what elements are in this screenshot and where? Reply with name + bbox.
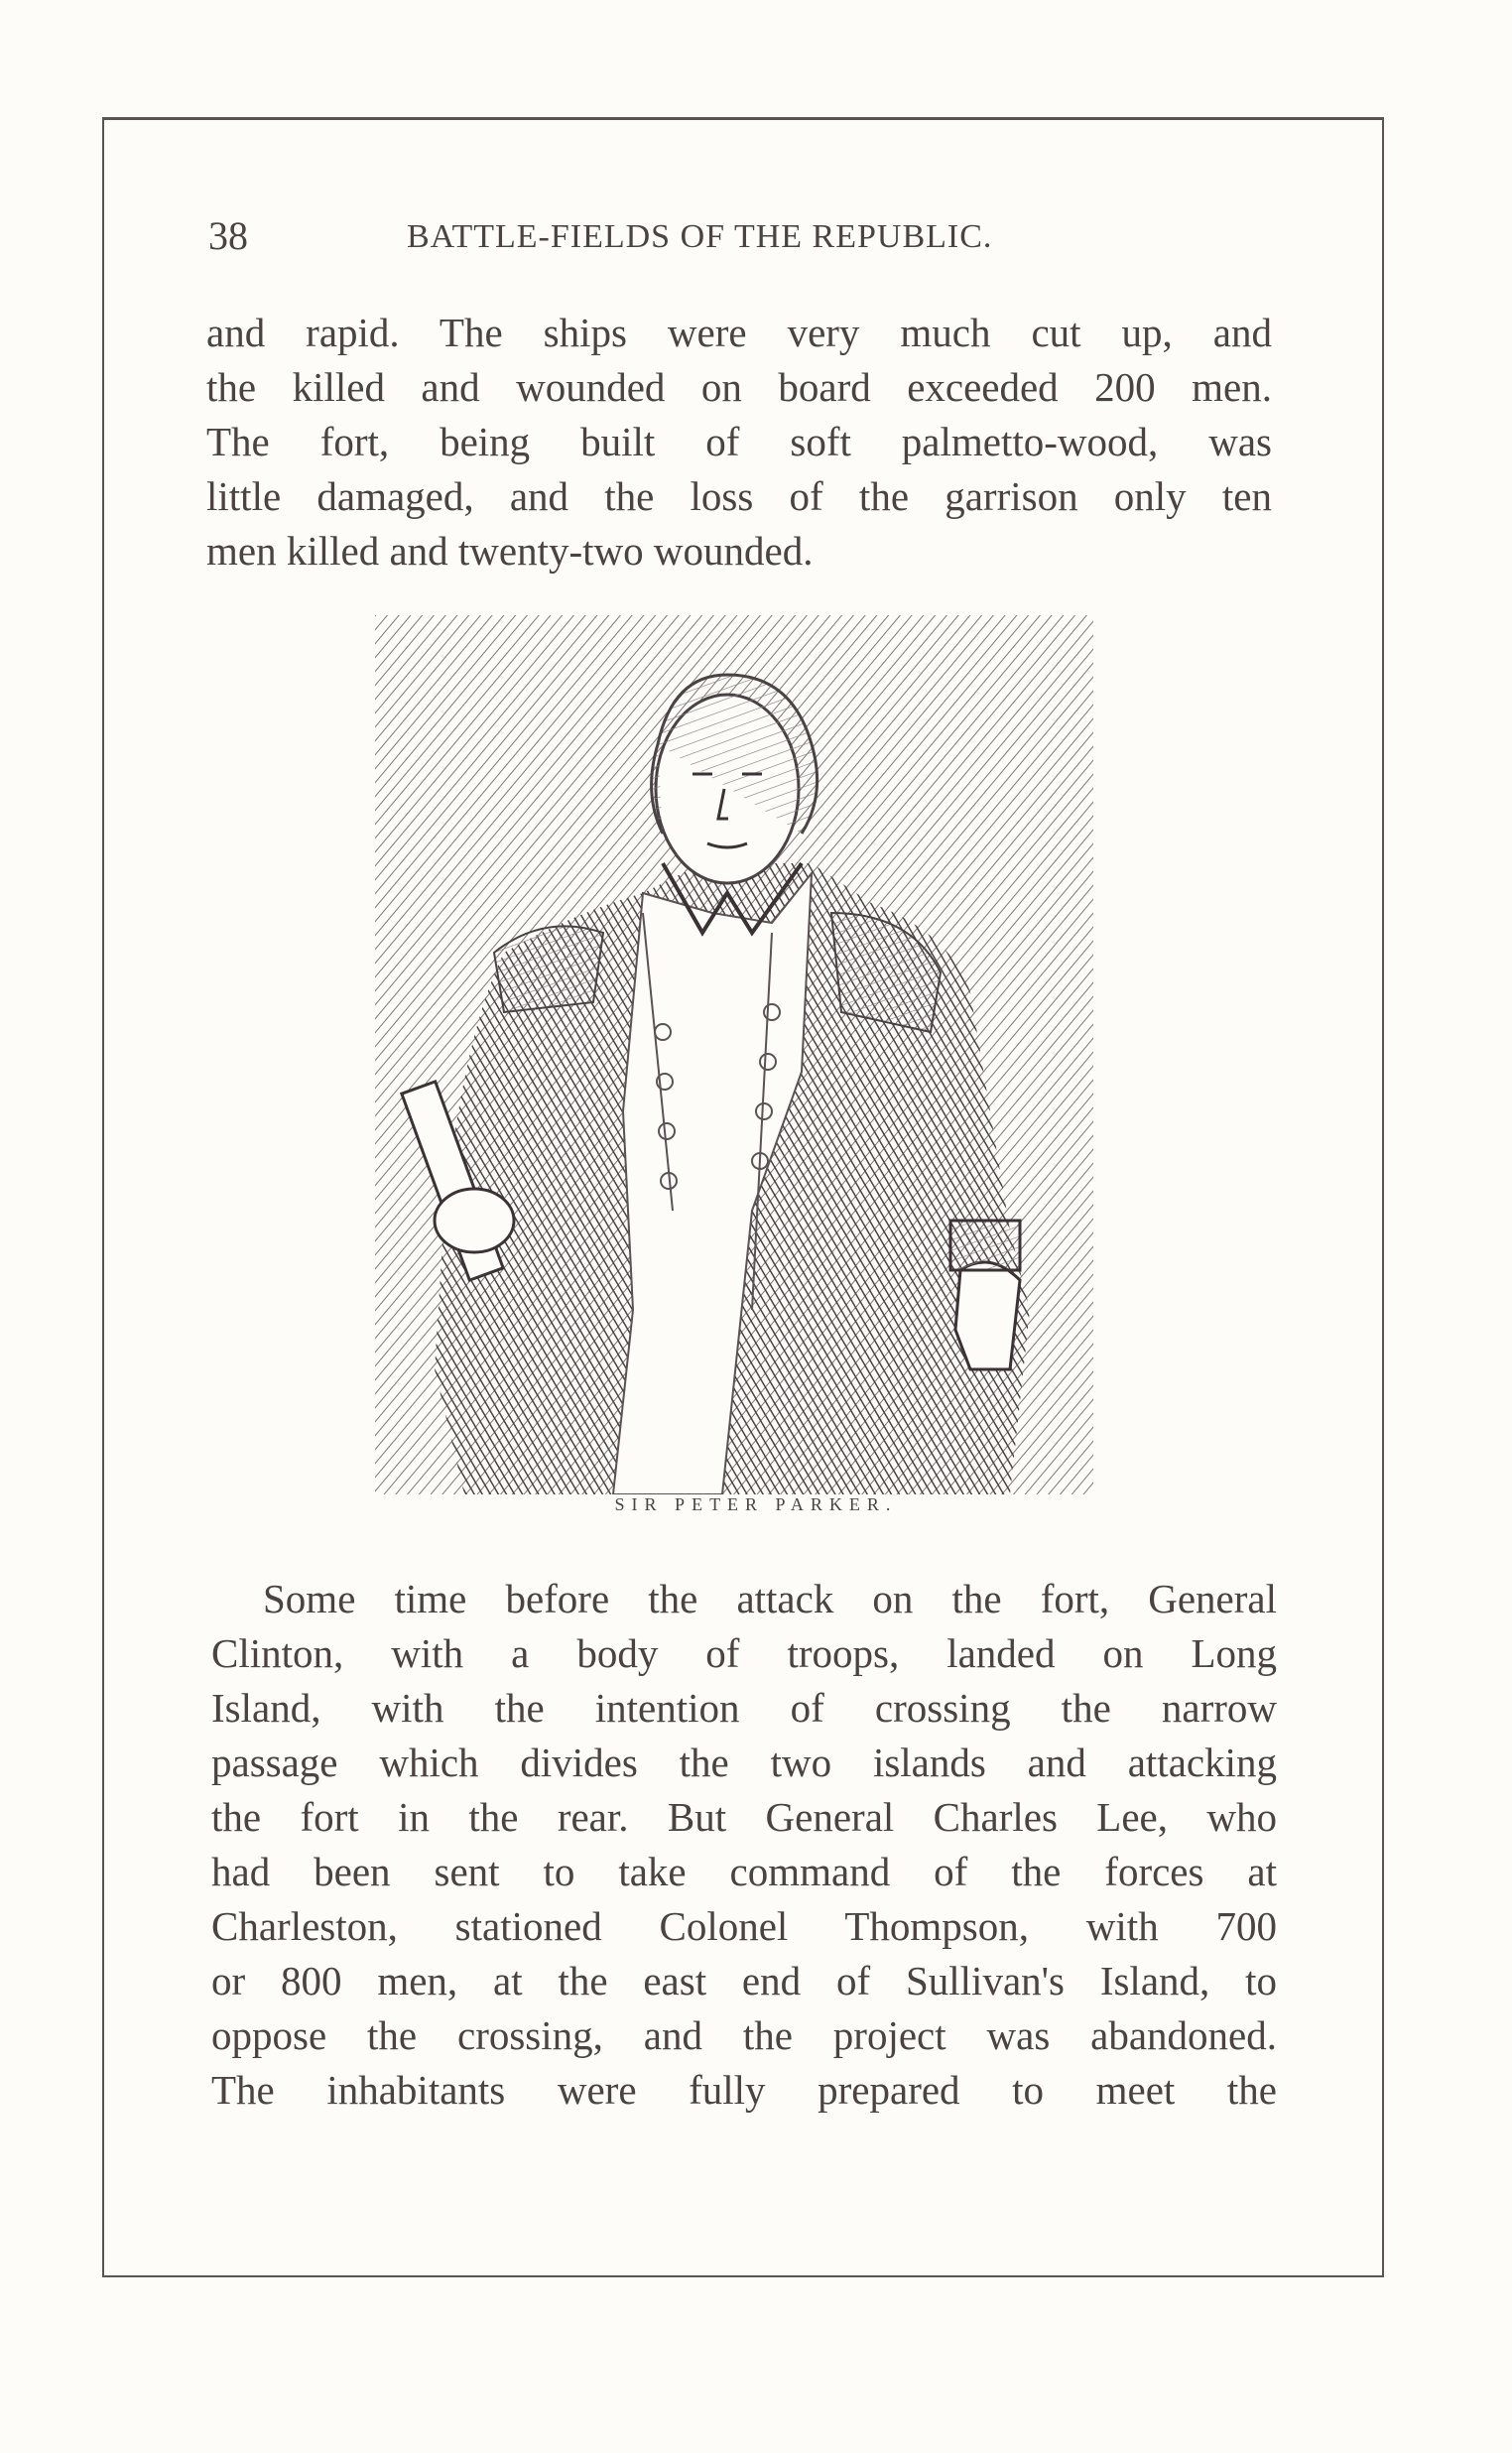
text-line: men killed and twenty-two wounded.: [206, 528, 814, 574]
text-line: had been sent to take command of the forces at: [211, 1849, 1277, 1894]
text-line: the fort in the rear. But General Charles Lee, who: [211, 1794, 1277, 1840]
page-number: 38: [208, 213, 248, 258]
illustration-caption: SIR PETER PARKER.: [614, 1494, 898, 1514]
text-line: or 800 men, at the east end of Sullivan's Island, to: [211, 1958, 1277, 2003]
paragraph-2: [211, 1572, 1277, 2118]
text-line: and rapid. The ships were very much cut up, and: [206, 310, 1272, 355]
text-line: The fort, being built of soft palmetto-wood, was: [206, 419, 1272, 464]
page-header: [208, 212, 1270, 262]
text-line: The inhabitants were fully prepared to meet the: [211, 2067, 1277, 2113]
text-line: little damaged, and the loss of the garrison only ten: [206, 473, 1272, 519]
portrait-engraving: [375, 615, 1093, 1494]
text-line: passage which divides the two islands and attacking: [211, 1740, 1277, 1785]
paragraph-1: [206, 306, 1272, 579]
text-line: oppose the crossing, and the project was abandoned.: [211, 2012, 1277, 2058]
text-line: Some time before the attack on the fort, General: [263, 1576, 1277, 1621]
running-title: BATTLE-FIELDS OF THE REPUBLIC.: [407, 218, 993, 255]
text-line: Clinton, with a body of troops, landed on Long: [211, 1630, 1277, 1676]
text-line: Island, with the intention of crossing the narrow: [211, 1685, 1277, 1731]
text-line: Charleston, stationed Colonel Thompson, with 700: [211, 1903, 1277, 1949]
text-line: the killed and wounded on board exceeded 200 men.: [206, 364, 1272, 410]
